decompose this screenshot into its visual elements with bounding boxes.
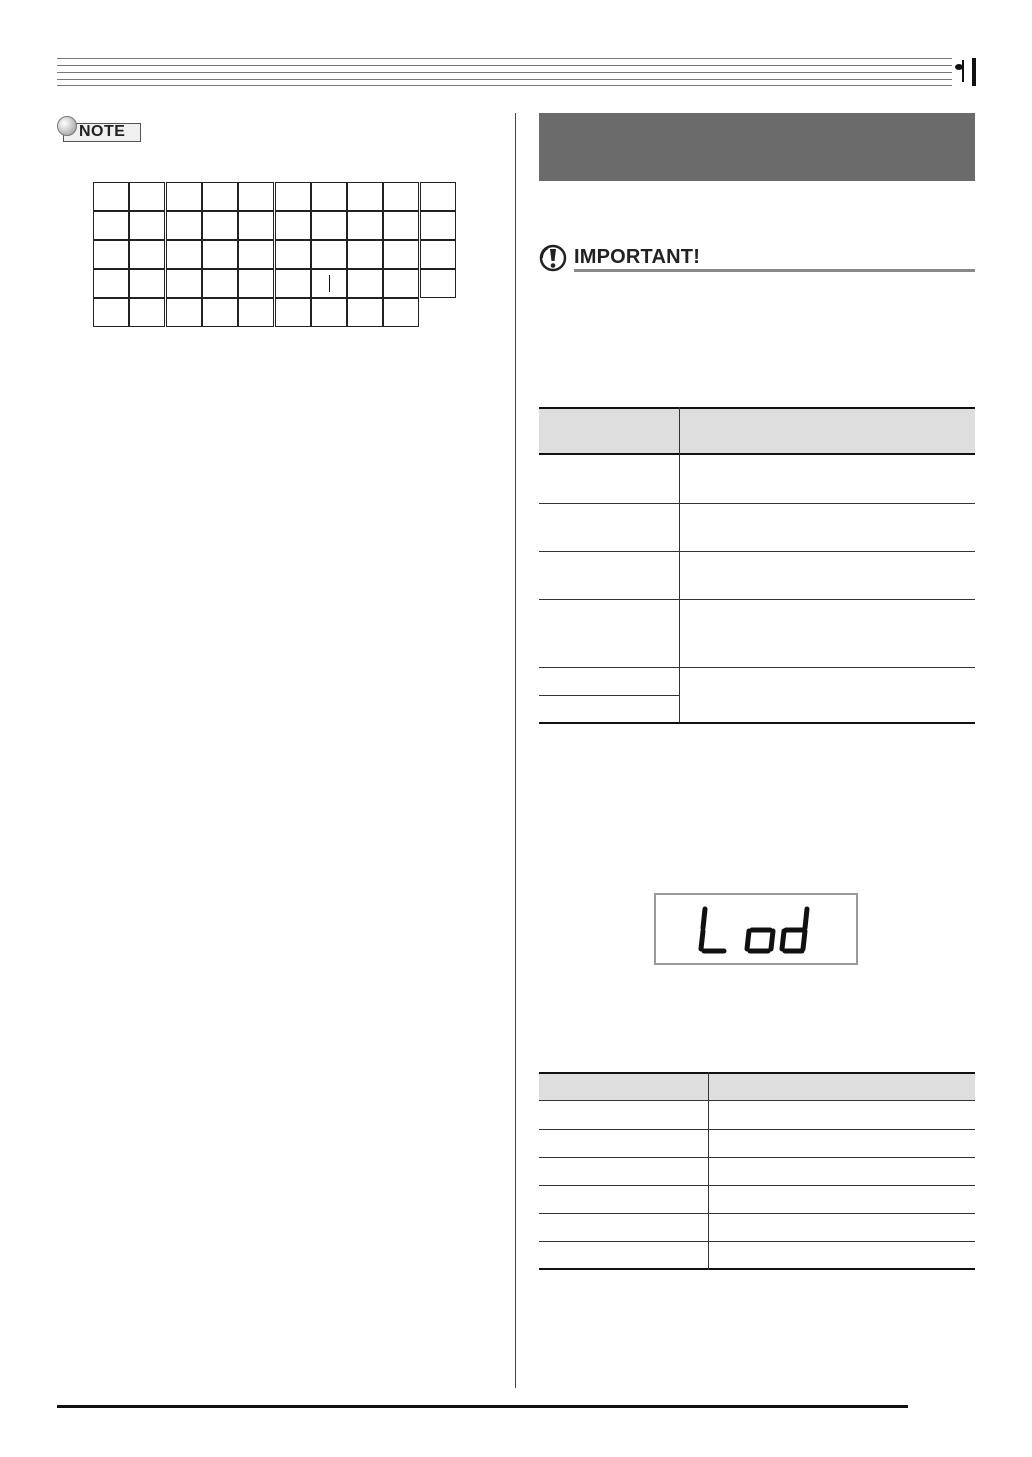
grid-cell bbox=[383, 240, 419, 269]
table-row-divider bbox=[539, 1129, 975, 1130]
grid-cell bbox=[311, 298, 347, 327]
grid-cell bbox=[238, 182, 274, 211]
grid-cell bbox=[420, 182, 456, 211]
grid-cell bbox=[93, 240, 129, 269]
music-note-icon bbox=[952, 58, 970, 86]
table-row-divider bbox=[539, 667, 975, 668]
note-badge bbox=[57, 116, 141, 144]
table-column-divider bbox=[679, 407, 680, 724]
table-row-divider bbox=[539, 1213, 975, 1214]
grid-cell bbox=[311, 269, 347, 298]
grid-cell bbox=[202, 269, 238, 298]
grid-cell bbox=[311, 211, 347, 240]
grid-cell bbox=[275, 298, 311, 327]
grid-cell bbox=[238, 298, 274, 327]
grid-cell bbox=[275, 211, 311, 240]
grid-cell bbox=[347, 298, 383, 327]
grid-cell bbox=[347, 240, 383, 269]
grid-cell bbox=[93, 269, 129, 298]
grid-cell bbox=[420, 211, 456, 240]
grid-cell bbox=[383, 269, 419, 298]
grid-cell bbox=[166, 269, 202, 298]
grid-cell bbox=[238, 240, 274, 269]
cursor-bar bbox=[329, 275, 330, 292]
table-bottom-rule bbox=[539, 722, 975, 724]
grid-cell bbox=[202, 211, 238, 240]
column-divider bbox=[515, 113, 516, 1388]
grid-cell bbox=[420, 269, 456, 298]
grid-cell bbox=[129, 182, 165, 211]
grid-cell bbox=[347, 269, 383, 298]
note-label: NOTE bbox=[79, 123, 126, 140]
grid-cell bbox=[93, 182, 129, 211]
important-heading bbox=[539, 244, 975, 272]
grid-cell bbox=[383, 182, 419, 211]
grid-cell bbox=[129, 211, 165, 240]
grid-cell bbox=[93, 298, 129, 327]
important-rule bbox=[574, 269, 975, 272]
table-row-divider bbox=[539, 1185, 975, 1186]
exclamation-warning-icon bbox=[539, 244, 567, 272]
table-row-divider bbox=[539, 503, 975, 504]
grid-cell bbox=[129, 298, 165, 327]
grid-cell bbox=[383, 211, 419, 240]
lcd-segments bbox=[656, 895, 856, 963]
staff-end-bar bbox=[972, 58, 976, 86]
table-bottom-rule bbox=[539, 1268, 975, 1270]
file-type-table bbox=[539, 1072, 975, 1270]
grid-cell bbox=[202, 182, 238, 211]
grid-cell bbox=[275, 182, 311, 211]
table-row-divider bbox=[539, 1241, 975, 1242]
table-row-divider bbox=[539, 551, 975, 552]
grid-cell bbox=[129, 240, 165, 269]
footer-rule bbox=[57, 1405, 908, 1408]
table-column-divider bbox=[708, 1072, 709, 1270]
grid-cell bbox=[166, 240, 202, 269]
magnifier-icon bbox=[57, 116, 77, 136]
lcd-display bbox=[654, 893, 858, 965]
grid-cell bbox=[420, 240, 456, 269]
grid-cell bbox=[93, 211, 129, 240]
grid-cell bbox=[129, 269, 165, 298]
grid-cell bbox=[238, 269, 274, 298]
table-row-divider bbox=[539, 695, 679, 696]
section-header-bar bbox=[539, 113, 975, 181]
grid-cell bbox=[347, 211, 383, 240]
table-row-divider bbox=[539, 599, 975, 600]
grid-cell bbox=[166, 298, 202, 327]
table-row-divider bbox=[539, 1157, 975, 1158]
grid-cell bbox=[275, 240, 311, 269]
grid-cell bbox=[166, 211, 202, 240]
grid-cell bbox=[383, 298, 419, 327]
important-label: IMPORTANT! bbox=[574, 246, 701, 268]
grid-cell bbox=[347, 182, 383, 211]
grid-cell bbox=[238, 211, 274, 240]
grid-cell bbox=[166, 182, 202, 211]
table-header-row bbox=[539, 407, 975, 455]
grid-cell bbox=[275, 269, 311, 298]
grid-cell bbox=[202, 298, 238, 327]
settings-table bbox=[539, 407, 975, 724]
grid-cell bbox=[311, 240, 347, 269]
header-staff bbox=[57, 58, 952, 86]
grid-cell bbox=[202, 240, 238, 269]
grid-cell bbox=[311, 182, 347, 211]
table-header-row bbox=[539, 1072, 975, 1101]
